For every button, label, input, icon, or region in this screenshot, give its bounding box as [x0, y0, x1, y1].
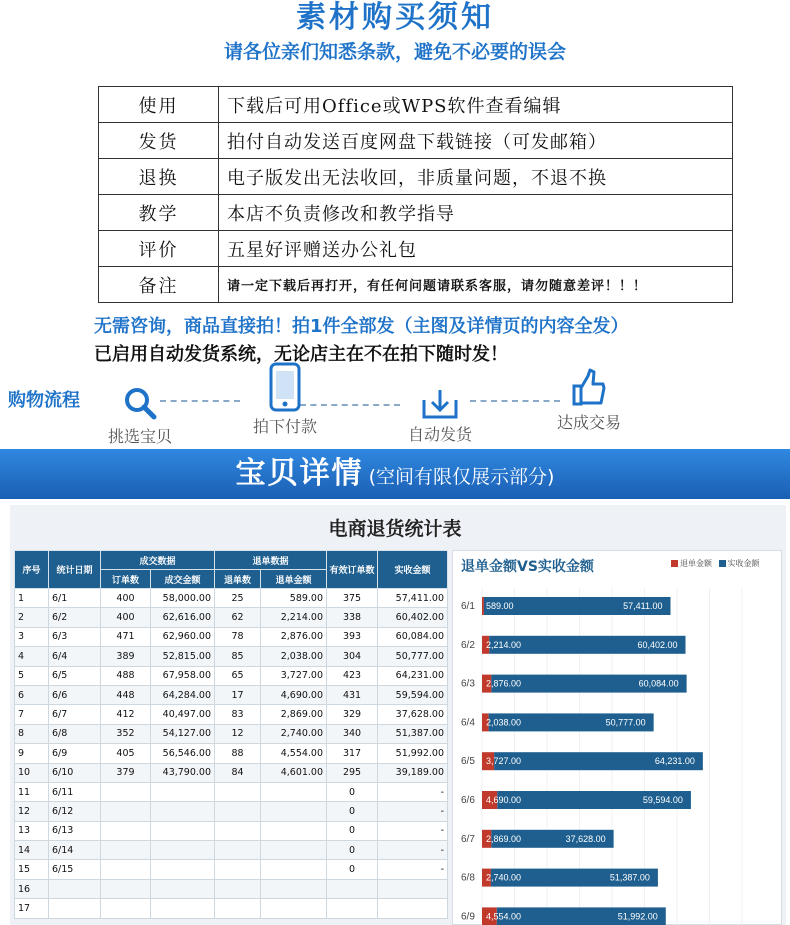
legend-swatch-returns: [671, 560, 678, 567]
cell-valid-orders: 423: [327, 666, 378, 685]
cell-actual-amount: 51,992.00: [378, 744, 448, 763]
table-row: [15, 802, 448, 821]
cell-date: [49, 879, 101, 898]
notice-key: 评价: [99, 231, 219, 267]
cell-return-count: 84: [215, 763, 261, 782]
cell-return-count: [215, 841, 261, 860]
cell-seq: 10: [15, 763, 49, 782]
notice-row: [99, 159, 733, 195]
cell-actual-amount: 37,628.00: [378, 705, 448, 724]
notice-row: [99, 267, 733, 303]
notice-table: [98, 86, 733, 303]
cell-date: 6/11: [49, 782, 101, 801]
chart-data-label-actual: 51,387.00: [609, 872, 650, 883]
cell-date: 6/13: [49, 821, 101, 840]
chart-category-label: 6/5: [461, 756, 475, 768]
cell-valid-orders: 317: [327, 744, 378, 763]
flow-step-label: 拍下付款: [252, 417, 317, 436]
cell-order-count: 389: [101, 647, 151, 666]
table-row: [15, 647, 448, 666]
cell-seq: 16: [15, 879, 49, 898]
chart-data-label-returns: 2,038.00: [486, 717, 522, 728]
cell-deal-amount: 64,284.00: [151, 685, 215, 704]
chart-data-label-returns: 2,869.00: [486, 833, 522, 844]
cell-deal-amount: 40,497.00: [151, 705, 215, 724]
cell-actual-amount: 60,402.00: [378, 608, 448, 627]
chart-data-label-returns: 2,740.00: [486, 872, 522, 883]
cell-deal-amount: 58,000.00: [151, 589, 215, 608]
cell-seq: 9: [15, 744, 49, 763]
cell-seq: 6: [15, 685, 49, 704]
cell-return-count: 25: [215, 589, 261, 608]
table-row: [15, 763, 448, 782]
chart-data-label-returns: 3,727.00: [486, 756, 522, 767]
notice-row: [99, 123, 733, 159]
cell-order-count: 400: [101, 589, 151, 608]
table-row: [15, 744, 448, 763]
notice-value: 本店不负责修改和教学指导: [219, 195, 733, 231]
chart-category-label: 6/6: [461, 795, 475, 806]
cell-order-count: 488: [101, 666, 151, 685]
notice-value: 电子版发出无法收回，非质量问题，不退不换: [219, 159, 733, 195]
cell-valid-orders: 329: [327, 705, 378, 724]
table-row: [15, 685, 448, 704]
cell-date: 6/5: [49, 666, 101, 685]
cell-return-count: 12: [215, 724, 261, 743]
notice-row: [99, 87, 733, 123]
cell-seq: 5: [15, 666, 49, 685]
detail-banner: [0, 449, 790, 499]
cell-date: 6/9: [49, 744, 101, 763]
chart-data-label-actual: 37,628.00: [565, 833, 606, 844]
cell-valid-orders: 0: [327, 782, 378, 801]
cell-return-amount: [261, 782, 327, 801]
table-row: [15, 705, 448, 724]
cell-date: 6/1: [49, 589, 101, 608]
chart-category-label: 6/9: [461, 911, 475, 923]
cell-return-count: 78: [215, 627, 261, 646]
cell-valid-orders: 375: [327, 589, 378, 608]
col-header-return-amount: 退单金额: [261, 570, 327, 589]
cell-actual-amount: 51,387.00: [378, 724, 448, 743]
cell-return-count: 62: [215, 608, 261, 627]
cell-deal-amount: [151, 841, 215, 860]
chart-data-label-actual: 60,084.00: [638, 678, 679, 689]
cell-deal-amount: [151, 782, 215, 801]
flow-step-pay: [237, 362, 333, 437]
cell-deal-amount: [151, 802, 215, 821]
table-row: [15, 821, 448, 840]
notice-value: 下载后可用Office或WPS软件查看编辑: [219, 87, 733, 123]
cell-valid-orders: 431: [327, 685, 378, 704]
cell-valid-orders: 0: [327, 841, 378, 860]
col-header-valid-orders: 有效订单数: [327, 551, 378, 589]
cell-seq: 1: [15, 589, 49, 608]
cell-valid-orders: 338: [327, 608, 378, 627]
sheet-title: 电商退货统计表: [328, 518, 462, 540]
table-row: [15, 899, 448, 918]
cell-date: 6/2: [49, 608, 101, 627]
cell-deal-amount: [151, 899, 215, 918]
cell-deal-amount: 52,815.00: [151, 647, 215, 666]
cell-order-count: [101, 860, 151, 879]
cell-valid-orders: 0: [327, 802, 378, 821]
cell-return-amount: 2,740.00: [261, 724, 327, 743]
cell-order-count: 412: [101, 705, 151, 724]
cell-order-count: [101, 802, 151, 821]
cell-actual-amount: 60,084.00: [378, 627, 448, 646]
cell-seq: 15: [15, 860, 49, 879]
cell-actual-amount: [378, 879, 448, 898]
cell-actual-amount: 59,594.00: [378, 685, 448, 704]
cell-deal-amount: 62,960.00: [151, 627, 215, 646]
banner-subtitle: (空间有限仅展示部分): [368, 466, 555, 488]
cell-valid-orders: 340: [327, 724, 378, 743]
legend-swatch-actual: [719, 560, 726, 567]
cell-return-count: [215, 879, 261, 898]
cell-actual-amount: -: [378, 782, 448, 801]
cell-date: 6/4: [49, 647, 101, 666]
cell-return-amount: 2,214.00: [261, 608, 327, 627]
cell-date: 6/12: [49, 802, 101, 821]
legend-label-actual: 实收金额: [727, 559, 760, 568]
cell-actual-amount: -: [378, 821, 448, 840]
chart-data-label-actual: 50,777.00: [605, 717, 646, 728]
cell-deal-amount: [151, 879, 215, 898]
cell-return-amount: 589.00: [261, 589, 327, 608]
notice-key: 发货: [99, 123, 219, 159]
chart-data-label-returns: 2,214.00: [486, 639, 522, 650]
flow-step-ship: [392, 388, 488, 445]
cell-return-amount: 2,869.00: [261, 705, 327, 724]
cell-deal-amount: [151, 821, 215, 840]
chart-data-label-returns: 4,554.00: [486, 911, 522, 922]
cell-date: 6/8: [49, 724, 101, 743]
cell-deal-amount: 56,546.00: [151, 744, 215, 763]
cell-deal-amount: 54,127.00: [151, 724, 215, 743]
chart-legend: [667, 558, 760, 569]
cell-valid-orders: [327, 899, 378, 918]
cell-return-amount: 2,038.00: [261, 647, 327, 666]
cell-return-count: [215, 899, 261, 918]
cell-return-amount: 3,727.00: [261, 666, 327, 685]
cell-return-count: [215, 860, 261, 879]
download-icon: [420, 388, 460, 420]
notice-row: [99, 231, 733, 267]
table-row: [15, 841, 448, 860]
cell-order-count: 405: [101, 744, 151, 763]
chart-data-label-actual: 64,231.00: [654, 756, 695, 767]
cell-return-amount: [261, 899, 327, 918]
notice-key: 备注: [99, 267, 219, 303]
cell-return-count: 65: [215, 666, 261, 685]
chart-data-label-actual: 57,411.00: [623, 601, 663, 611]
page-title: 素材购买须知: [296, 0, 494, 35]
table-row: [15, 782, 448, 801]
cell-deal-amount: 67,958.00: [151, 666, 215, 685]
cell-valid-orders: 0: [327, 821, 378, 840]
cell-valid-orders: [327, 879, 378, 898]
cell-order-count: [101, 899, 151, 918]
cell-return-amount: [261, 879, 327, 898]
stats-table: [14, 550, 448, 919]
legend-label-returns: 退单金额: [680, 559, 712, 568]
col-header-seq: 序号: [15, 551, 49, 589]
col-header-actual-amount: 实收金额: [378, 551, 448, 589]
chart-category-label: 6/2: [461, 639, 475, 651]
chart-title: 退单金额VS实收金额: [461, 559, 594, 575]
page-subtitle: 请各位亲们知悉条款，避免不必要的误会: [223, 41, 566, 63]
cell-order-count: [101, 879, 151, 898]
search-icon: [121, 384, 159, 422]
cell-return-amount: 4,690.00: [261, 685, 327, 704]
cell-seq: 13: [15, 821, 49, 840]
cell-return-amount: [261, 821, 327, 840]
bar-chart: [452, 580, 782, 925]
chart-category-label: 6/4: [461, 717, 475, 729]
chart-data-label-actual: 59,594.00: [642, 795, 683, 805]
cell-actual-amount: 57,411.00: [378, 589, 448, 608]
cell-order-count: 448: [101, 685, 151, 704]
cell-seq: 7: [15, 705, 49, 724]
col-group-return: 退单数据: [215, 551, 327, 570]
cell-date: 6/10: [49, 763, 101, 782]
cell-deal-amount: [151, 860, 215, 879]
flow-step-label: 自动发货: [407, 425, 472, 444]
cell-actual-amount: -: [378, 860, 448, 879]
chart-data-label-returns: 589.00: [486, 601, 514, 611]
cell-seq: 14: [15, 841, 49, 860]
cell-deal-amount: 62,616.00: [151, 608, 215, 627]
cell-return-count: 83: [215, 705, 261, 724]
col-group-deal: 成交数据: [101, 551, 215, 570]
cell-valid-orders: 393: [327, 627, 378, 646]
cell-order-count: 379: [101, 763, 151, 782]
cell-return-count: 88: [215, 744, 261, 763]
notice-key: 退换: [99, 159, 219, 195]
notice-key: 使用: [99, 87, 219, 123]
cell-return-amount: 4,554.00: [261, 744, 327, 763]
cell-order-count: 400: [101, 608, 151, 627]
cell-return-amount: [261, 802, 327, 821]
chart-data-label-actual: 51,992.00: [617, 911, 658, 922]
cell-return-amount: 2,876.00: [261, 627, 327, 646]
cell-deal-amount: 43,790.00: [151, 763, 215, 782]
cell-actual-amount: -: [378, 802, 448, 821]
table-row: [15, 879, 448, 898]
banner-title: 宝贝详情: [235, 456, 364, 491]
cell-order-count: [101, 782, 151, 801]
col-header-order-count: 订单数: [101, 570, 151, 589]
cell-return-amount: [261, 860, 327, 879]
cell-date: 6/3: [49, 627, 101, 646]
chart-category-label: 6/3: [461, 678, 475, 690]
notice-value: 请一定下载后再打开，有任何问题请联系客服，请勿随意差评！！！: [219, 267, 733, 303]
cell-order-count: 471: [101, 627, 151, 646]
cell-seq: 2: [15, 608, 49, 627]
cell-return-count: 17: [215, 685, 261, 704]
col-header-date: 统计日期: [49, 551, 101, 589]
cell-seq: 11: [15, 782, 49, 801]
chart-category-label: 6/1: [461, 601, 475, 612]
cell-date: 6/7: [49, 705, 101, 724]
cell-actual-amount: 50,777.00: [378, 647, 448, 666]
promo-line-1: 无需咨询，商品直接拍！拍1件全部发（主图及详情页的内容全发）: [94, 316, 629, 337]
cell-valid-orders: 304: [327, 647, 378, 666]
cell-date: 6/15: [49, 860, 101, 879]
cell-seq: 4: [15, 647, 49, 666]
cell-seq: 17: [15, 899, 49, 918]
flow-step-label: 挑选宝贝: [107, 427, 172, 446]
notice-value: 五星好评赠送办公礼包: [219, 231, 733, 267]
flow-label: 购物流程: [8, 390, 80, 411]
table-row: [15, 627, 448, 646]
cell-return-amount: 4,601.00: [261, 763, 327, 782]
table-row: [15, 860, 448, 879]
promo-line-2: 已启用自动发货系统，无论店主在不在拍下随时发！: [94, 344, 508, 365]
chart-data-label-returns: 2,876.00: [486, 678, 522, 689]
col-header-return-count: 退单数: [215, 570, 261, 589]
cell-actual-amount: [378, 899, 448, 918]
cell-order-count: [101, 841, 151, 860]
flow-step-select: [92, 384, 188, 447]
cell-date: 6/14: [49, 841, 101, 860]
table-row: [15, 589, 448, 608]
thumbs-up-icon: [568, 366, 610, 408]
chart-category-label: 6/7: [461, 833, 475, 845]
cell-order-count: 352: [101, 724, 151, 743]
cell-seq: 3: [15, 627, 49, 646]
col-header-deal-amount: 成交金额: [151, 570, 215, 589]
cell-valid-orders: 295: [327, 763, 378, 782]
cell-actual-amount: -: [378, 841, 448, 860]
flow-step-complete: [541, 366, 637, 433]
notice-key: 教学: [99, 195, 219, 231]
chart-category-label: 6/8: [461, 872, 475, 884]
chart-bar-returns: [482, 597, 484, 615]
chart-data-label-actual: 60,402.00: [637, 639, 678, 650]
phone-icon: [267, 362, 303, 412]
cell-order-count: [101, 821, 151, 840]
cell-return-count: 85: [215, 647, 261, 666]
table-row: [15, 724, 448, 743]
flow-step-label: 达成交易: [556, 413, 621, 432]
cell-return-count: [215, 802, 261, 821]
cell-seq: 8: [15, 724, 49, 743]
cell-date: [49, 899, 101, 918]
cell-return-count: [215, 821, 261, 840]
cell-actual-amount: 64,231.00: [378, 666, 448, 685]
cell-return-count: [215, 782, 261, 801]
cell-return-amount: [261, 841, 327, 860]
cell-valid-orders: 0: [327, 860, 378, 879]
table-row: [15, 666, 448, 685]
cell-date: 6/6: [49, 685, 101, 704]
notice-row: [99, 195, 733, 231]
cell-actual-amount: 39,189.00: [378, 763, 448, 782]
cell-seq: 12: [15, 802, 49, 821]
table-row: [15, 608, 448, 627]
chart-data-label-returns: 4,690.00: [486, 795, 522, 805]
notice-value: 拍付自动发送百度网盘下载链接（可发邮箱）: [219, 123, 733, 159]
